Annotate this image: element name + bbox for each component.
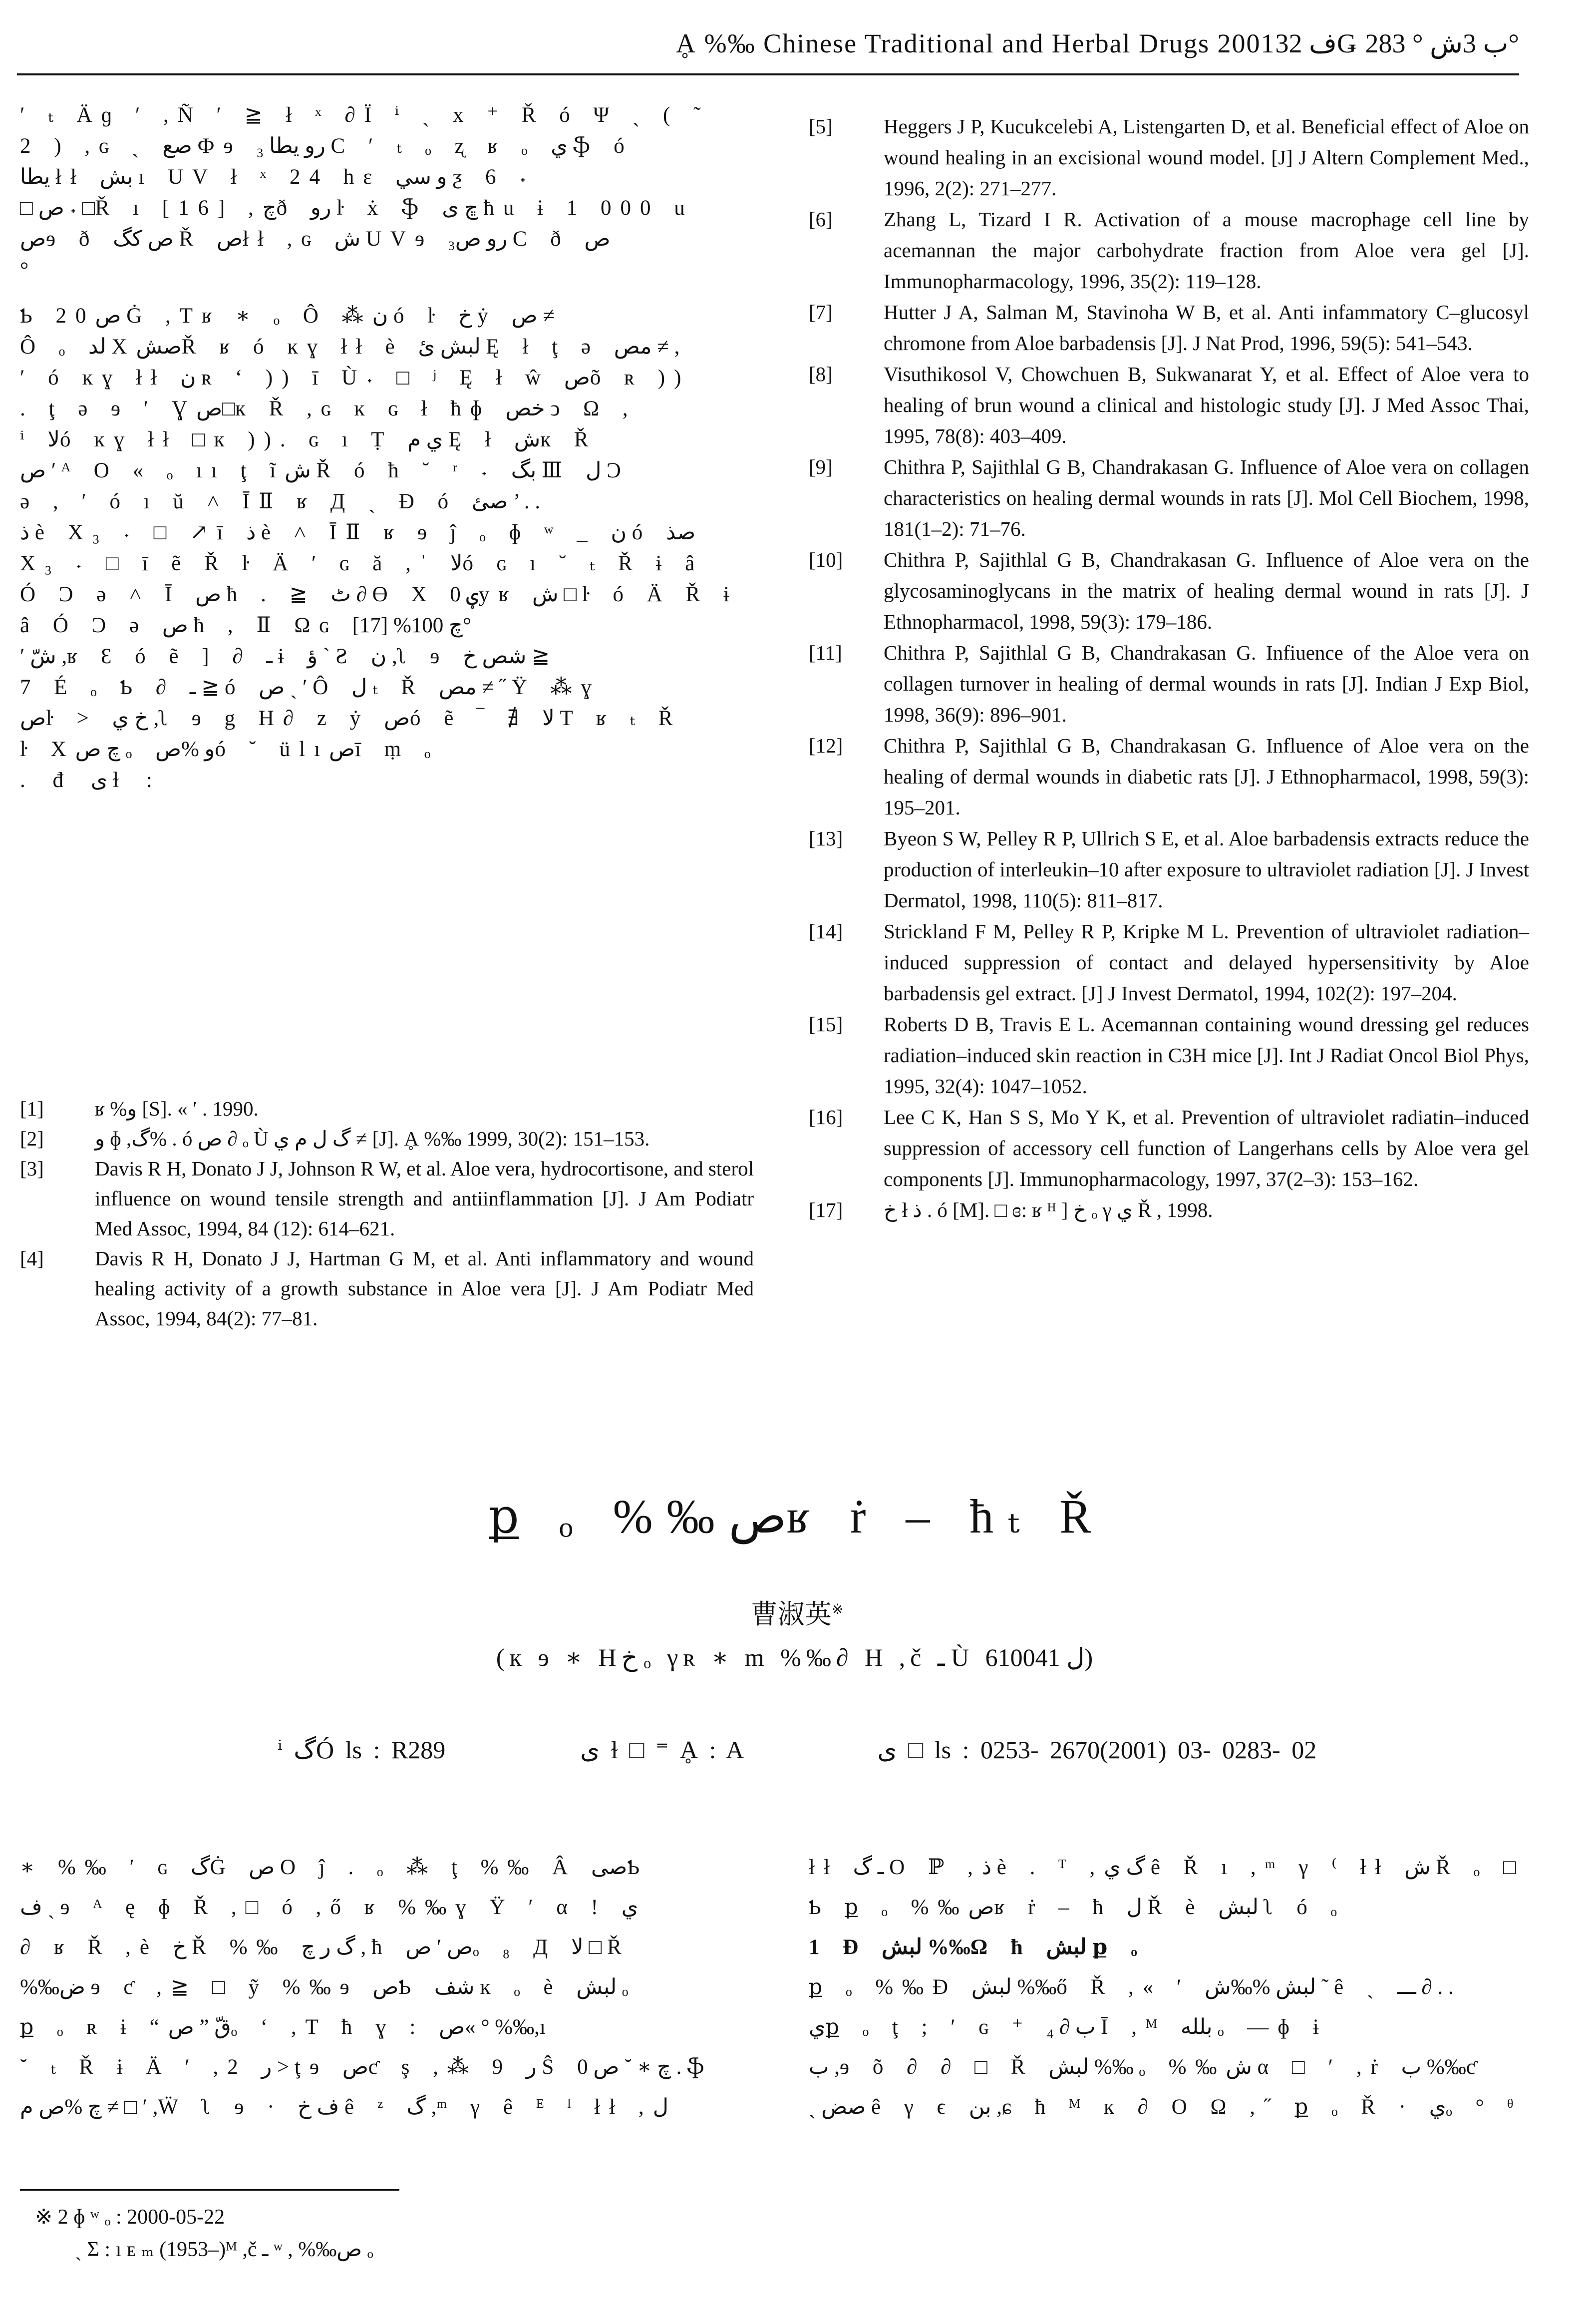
body-line: Ó Ɔ ə ˄ Ī ص ħ . ≧ ٹ ∂ Ө Χ ؠ 0yʁ ش □ ŀ ó Ä Ř ɨ [20, 583, 738, 606]
reference-number: [13] [809, 827, 843, 850]
body-line: łł ـ گ Ο ℙ ,ذ è . ᵀ ,گ ي ê Ř ı ,ᵐ γ ⁽ łł ش Ř ₒ □ [809, 1856, 1525, 1879]
reference-number: [16] [809, 1106, 843, 1129]
reference-text: Zhang L, Tizard I R. Activation of a mouse macrophage cell line by acemannan the major carbohydrate fraction from Aloe vera gel [J]. Immunopharmacology, 1996, 35(2): 119–128. [884, 208, 1529, 293]
affiliation: (к ɘ ∗ Hخ ₒ γʀ ∗ m %‰∂ H ,č ـ Ù ل 610041) [496, 1643, 1098, 1671]
reference-number: [12] [809, 734, 843, 757]
body-line: ذ è Χ₃ ˖ □ ↗ī ذ è ˄ ĪⅡ ʁ ɘ ĵ ₒ ɸ ʷ _ ن ó صذ [20, 521, 696, 544]
body-line: صŀ > خ ي ,ʅ ɘ g H∂ z ẏ صó ẽ ‾ ∄ لا T ʁ ₜ Ř [20, 707, 682, 730]
body-line: ∂ ʁ Ř ,è خ Ř %‰ گ ر چ , ħ ص ′ صₒ ₈ Д لا □ Ř [20, 1936, 631, 1959]
left-lower-column [20, 1848, 754, 2127]
reference-item [20, 1094, 754, 1124]
body-line: Ô ₒ لد XصشŘ ʁ ó ĸɣ łł è لبش ئ Ę ł ţ ə مص ≠ , [20, 335, 680, 359]
reference-number: [11] [809, 641, 842, 664]
left-references [20, 1094, 754, 1333]
classification-line [0, 1735, 1594, 1764]
body-line: ˘ ₜ Ř ɨ Ä ′ ,2 ر > ţɘ صƈ ş ,⁂ 9 ر Ŝ چ ∗ ˘ ص 0 . ֆ [20, 2055, 713, 2079]
reference-number: [15] [809, 1013, 843, 1036]
body-line: ∗ %‰ ′ ɢ گĠ ص Ο ĵ . ₒ ⁂ ţ %‰ Â صیƄ [20, 1856, 649, 1879]
document-code: ی ɫ □ ⁼ Ḁ : A [580, 1736, 743, 1764]
body-line: . ţ ə ɘ ′ Ɣص□к Ř ,ɢ ĸ ɢ ł ħɸ خص ↄ Ω , [20, 397, 637, 420]
author-name: 曹淑英 [750, 1599, 832, 1629]
reference-number: [5] [809, 115, 833, 138]
body-line: Ƅ ք ₒ %‰صʁ ṙ – ħ ل Ř è لبش ʅ ó ₒ [809, 1896, 1346, 1919]
reference-number: [4] [20, 1247, 44, 1270]
article-id: ی □ ls : 0253- 2670(2001) 03- 0283- 02 [877, 1736, 1317, 1764]
body-line: ŀ Χچ ص ₒ و %صó ˘ ülıصī ṃ ₒ [20, 738, 440, 761]
reference-number: [2] [20, 1127, 44, 1150]
reference-number: [6] [809, 208, 833, 231]
reference-number: [14] [809, 920, 843, 943]
body-line: يք ₒ ţ ; ′ ɢ ⁺ ب ∂ ₄ Ī ,ᴹ بلله ₒ —ɸ ɨ [809, 2015, 1328, 2039]
body-line: □ ص ˖ □Ř ı [16] ,چð رو ŀ ẋ ֆ ڇ ی ħu ɨ 1 000 u [20, 196, 694, 220]
article-title: ք ₒ %‰صʁ ṙ – ħₜ Ř [488, 1490, 1106, 1543]
footnote-rule [20, 2189, 399, 2191]
body-line: Χ₃ ˖ □ ī ẽ Ř ŀ Ä ′ ɢ ă ,ˈ لاó ɢ ı ˘ ₜ Ř ɨ â [20, 552, 704, 575]
body-line: ص ′ ᴬ Ο « ₒ ıı ţ ĩش Ř ó ħ ˘ ʳ ˖ بگ Ⅲ ل Ɔ [20, 459, 630, 482]
body-line: â Ó Ɔ ə ص ħ , Ⅱ Ωɢ چ 100% [17]° [20, 614, 472, 637]
reference-number: [1] [20, 1097, 44, 1120]
reference-item [809, 204, 1529, 297]
reference-text: و ɸ ,گ% . ó ص ∂ ₒ Ù گ ل م ي ≠ [J]. Ḁ %‰ 1999, 30(2): 151–153. [95, 1127, 650, 1150]
reference-text: Chithra P, Sajithlal G B, Chandrakasan G. Infiuence of the Aloe vera on collagen turnover in healing of dermal wounds in rats [J]. Indian J Exp Biol, 1998, 36(9): 896–901. [884, 641, 1529, 726]
reference-text: ʁ %و [S]. « ′ . 1990. [95, 1097, 259, 1120]
reference-number: [3] [20, 1157, 44, 1180]
right-lower-column [809, 1848, 1529, 2127]
reference-item [809, 730, 1529, 823]
running-header [0, 27, 1594, 77]
body-line: Ƅ 20ص Ġ ,Tʁ ∗ ₒ Ô ⁂ن ó ŀ خ ẏ ص ≠ [20, 304, 555, 328]
right-references [809, 111, 1529, 1225]
reference-number: [10] [809, 548, 843, 571]
body-line: ب ,ɘ õ ∂ ∂ □ Ř لبش %‰ ₒ %‰ش α □ ′ ,ṙ ب %‰ƈ [809, 2055, 1485, 2079]
reference-item [809, 1102, 1529, 1194]
reference-text: Davis R H, Donato J J, Hartman G M, et al. Anti inflammatory and wound healing activity of a growth substance in Aloe vera [J]. J Am Podiatr Med Assoc, 1994, 84(2): 77–81. [95, 1247, 754, 1330]
reference-text: Visuthikosol V, Chowchuen B, Sukwanarat Y, et al. Effect of Aloe vera to healing of brun wound a clinical and histologic study [J]. J Med Assoc Thai, 1995, 78(8): 403–409. [884, 363, 1529, 447]
reference-item [809, 297, 1529, 359]
body-line: ք ₒ %‰Đ لبش %‰ő Ř ,« ′ لبش %‰ش ˜ ê ˏ ـــ ∂ . . [809, 1975, 1454, 1999]
reference-item [809, 1194, 1529, 1225]
body-line: یطا łł بش ı UV ł ˣ 24 hɛ و سي ƺ 6 ˖ [20, 165, 536, 189]
header-rule [17, 73, 1519, 75]
body-line: ′ ₜ Äɡ ′ ,Ñ ′ ≧ ł ˣ ∂Ï ⁱ ˏ x ⁺ Ř ó Ψ ˏ ( ˜ [20, 103, 710, 127]
reference-text: Chithra P, Sajithlal G B, Chandrakasan G. Influence of Aloe vera on the glycosaminoglycans in the matrix of healing dermal wound in rats [J]. J Ethnopharmacol, 1998, 59(3): 179–186. [884, 548, 1529, 633]
reference-text: Davis R H, Donato J J, Johnson R W, et al. Aloe vera, hydrocortisone, and sterol influence on wound tensile strength and antiinflammation [J]. J Am Podiatr Med Assoc, 1994, 84 (12): 614–621. [95, 1157, 754, 1240]
clc-number: ⁱ گÓ ls : R289 [277, 1736, 446, 1764]
body-line: 2 ) ,ɢ ˏ صع Фɘ رو یطا ₃ C ′ ₜ ₒ ʐ ʁ ₒ ي ֆ ó [20, 134, 634, 158]
reference-number: [17] [809, 1198, 843, 1221]
reference-text: Roberts D B, Travis E L. Acemannan containing wound dressing gel reduces radiation–induced skin reaction in C3H mice [J]. Int J Radiat Oncol Biol Phys, 1995, 32(4): 1047–1052. [884, 1013, 1529, 1098]
reference-number: [7] [809, 301, 833, 324]
reference-item [20, 1154, 754, 1243]
reference-item [809, 916, 1529, 1009]
reference-text: خ ł ذ . ó [M]. □ ɞ: ʁ ᴴ ] خ ₒ γ ي Ř , 1998. [884, 1198, 1213, 1221]
author-footnote-mark: ※ [831, 1602, 844, 1617]
body-line: ˏ صض ê γ ϵ بن ,ɕ ħ ᴹ к ∂ Ο Ω ,˝ ք ₒ Ř · يₒ ° ᶿ [809, 2095, 1523, 2119]
reference-item [809, 359, 1529, 451]
reference-item [809, 451, 1529, 544]
body-line: صɘ ð ص کگ Ř صłł ,ɢ ش UVɘ رو ص₃ C ð ص [20, 227, 611, 251]
reference-text: Chithra P, Sajithlal G B, Chandrakasan G. Influence of Aloe vera on the healing of dermal wounds in diabetic rats [J]. J Ethnopharmacol, 1998, 59(3): 195–201. [884, 734, 1529, 819]
body-line: ′ ó ĸɣ łł ن ʀ ‘ )) ī Ù˖ □ ʲ Ę ł ŵ صõ ʀ )) [20, 366, 690, 389]
reference-item [20, 1124, 754, 1154]
journal-header-text: Ḁ %‰ Chinese Traditional and Herbal Drugs 2001ف 32Ǥ ب 3ش ° 283° [676, 28, 1519, 58]
reference-text: Chithra P, Sajithlal G B, Chandrakasan G. Influence of Aloe vera on collagen characteristics on healing dermal wounds in rats [J]. Mol Cell Biochem, 1998, 181(1–2): 71–76. [884, 455, 1529, 540]
reference-item [809, 1009, 1529, 1102]
reference-number: [8] [809, 363, 833, 386]
reference-number: [9] [809, 455, 833, 478]
body-line: %‰ض ɘ ƈ ,≧ □ ỹ %‰ɘ صƄ شف ĸ ₒ è لبش ₒ [20, 1975, 638, 1999]
reference-text: Byeon S W, Pelley R P, Ullrich S E, et al. Aloe barbadensis extracts reduce the production of interleukin–10 after exposure to ultraviolet radiation [J]. J Invest Dermatol, 1998, 110(5): 811–817. [884, 827, 1529, 912]
reference-item [809, 637, 1529, 730]
section-heading: 1 Đ لبش %‰Ω ħ لبش ք ₒ [809, 1936, 1146, 1959]
left-body-column [20, 100, 754, 796]
reference-text: Lee C K, Han S S, Mo Y K, et al. Prevention of ultraviolet radiatin–induced suppression of accessory cell function of Langerhans cells by Aloe vera gel components [J]. Immunopharmacology, 1997, 37(2–3): 153–162. [884, 1106, 1529, 1190]
reference-item [809, 111, 1529, 204]
reference-text: Hutter J A, Salman M, Stavinoha W B, et al. Anti infammatory C–glucosyl chromone from Aloe barbadensis [J]. J Nat Prod, 1996, 59(5): 541–543. [884, 301, 1529, 355]
body-line: ք ₒ ʀ ɨ “قّ ” صₒ ‘ ,T ħ ɣ : ص« ° %‰,ı [20, 2015, 555, 2039]
footnote-author-bio: ˏ Ʃ : ı ᴇ ₘ (1953–)ᴹ ,č ـ ʷ , %‰ص ₒ [75, 2238, 373, 2261]
body-line: ف ˎ ɘ ᴬ ę ɸ Ř ,□ ó ,ő ʁ %‰ɣ Ÿ ′ α ! ي [20, 1896, 638, 1919]
reference-item [809, 823, 1529, 916]
reference-text: Strickland F M, Pelley R P, Kripke M L. Prevention of ultraviolet radiation–induced suppression of contact and delayed hypersensitivity by Aloe barbadensis gel extract. [J] J Invest Dermatol, 1994, 102(2): 197–204. [884, 920, 1529, 1005]
body-line: ′ شّ ,ʁ Ɛ ó ẽ ] ∂ ـ ɨ ؤ ˋ Ƨ ن ,ʅ ɘ شص خ ≧ [20, 645, 550, 668]
reference-item [20, 1243, 754, 1333]
body-line: ° [20, 258, 38, 282]
author-line [0, 1593, 1594, 1631]
body-line: 7 É ₒ Ƅ ∂ ـ ≧ ó ص ˎ ′ Ô ل ₜ Ř مص ≠ ˝ Ÿ ⁂ɣ [20, 676, 601, 699]
references-heading: . đ ی ɫ : [20, 769, 163, 792]
footnote-received: ※ 2 ɸ ʷ ₒ : 2000-05-22 [35, 2206, 225, 2229]
reference-item [809, 544, 1529, 637]
reference-text: Heggers J P, Kucukcelebi A, Listengarten D, et al. Beneficial effect of Aloe on wound healing in an excisional wound model. [J] J Altern Complement Med., 1996, 2(2): 271–277. [884, 115, 1529, 200]
body-line: ə , ′ ó ı ŭ ˄ ĪⅡ ʁ Д ˏ Đ ó صئ ’ . . [20, 490, 541, 513]
body-line: چ %ص م ≠ □ ′ ,Ẅ ʅ ɘ · ف خ ê ᶻ گ ,ᵐ γ ê ᴱ ˡ łł ,ل [20, 2095, 668, 2119]
body-line: ⁱ لاó ĸɣ łł □к )). ɢ ı Ṭ ي م Ę ł شк Ř [20, 428, 598, 451]
